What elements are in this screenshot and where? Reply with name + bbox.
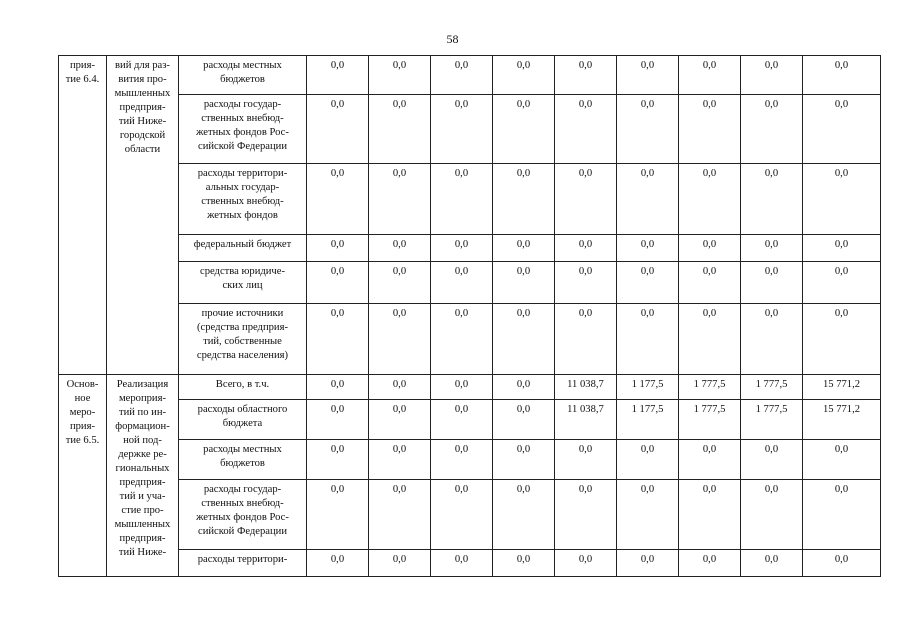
value-cell: 1 777,5 [741,375,803,400]
value-cell: 0,0 [307,262,369,304]
value-cell: 0,0 [307,480,369,550]
value-cell: 0,0 [617,56,679,95]
value-cell: 0,0 [741,550,803,577]
value-cell: 0,0 [741,235,803,262]
value-cell: 0,0 [679,56,741,95]
value-cell: 0,0 [493,235,555,262]
value-cell: 0,0 [431,440,493,480]
value-cell: 0,0 [493,95,555,164]
value-cell: 0,0 [369,56,431,95]
value-cell: 0,0 [307,440,369,480]
value-cell: 0,0 [431,375,493,400]
value-cell: 0,0 [369,95,431,164]
value-cell: 0,0 [741,164,803,235]
value-cell: 0,0 [741,56,803,95]
value-cell: 0,0 [555,550,617,577]
value-cell: 0,0 [369,304,431,375]
value-cell: 0,0 [555,95,617,164]
table-row [59,164,881,235]
value-cell: 1 777,5 [741,400,803,440]
value-cell: 0,0 [493,56,555,95]
value-cell: 0,0 [803,95,881,164]
value-cell: 0,0 [369,550,431,577]
value-cell: 0,0 [803,304,881,375]
table-row [59,550,881,577]
value-cell: 1 777,5 [679,400,741,440]
value-cell: 0,0 [741,304,803,375]
value-cell: 0,0 [679,262,741,304]
budget-table-body [59,56,881,577]
value-cell: 0,0 [493,262,555,304]
value-cell: 0,0 [431,262,493,304]
value-cell: 15 771,2 [803,400,881,440]
value-cell: 0,0 [679,304,741,375]
value-cell: 0,0 [307,164,369,235]
value-cell: 0,0 [679,95,741,164]
value-cell: 0,0 [555,480,617,550]
value-cell: 0,0 [617,480,679,550]
value-cell: 11 038,7 [555,400,617,440]
value-cell: 0,0 [369,400,431,440]
value-cell: 0,0 [369,480,431,550]
funding-source-cell: средства юридиче- ских лиц [179,262,307,304]
budget-table [58,55,881,577]
value-cell: 0,0 [307,95,369,164]
value-cell: 11 038,7 [555,375,617,400]
funding-source-cell: расходы территори- альных государ- ственных внебюд- жетных фондов [179,164,307,235]
value-cell: 0,0 [431,235,493,262]
table-row [59,262,881,304]
table-row [59,95,881,164]
value-cell: 0,0 [307,304,369,375]
value-cell: 0,0 [617,262,679,304]
activity-name-cell: Реализация мероприя- тий по ин- формацион- ной под- держке ре- гиональных предприя- тий и уча- стие про- мышленных предприя- тий Ниже- [107,375,179,577]
table-row [59,375,881,400]
value-cell: 0,0 [617,440,679,480]
value-cell: 0,0 [493,440,555,480]
funding-source-cell: прочие источники (средства предприя- тий, собственные средства населения) [179,304,307,375]
value-cell: 1 777,5 [679,375,741,400]
value-cell: 1 177,5 [617,400,679,440]
value-cell: 0,0 [431,480,493,550]
value-cell: 0,0 [617,550,679,577]
value-cell: 0,0 [555,304,617,375]
table-row [59,56,881,95]
value-cell: 0,0 [431,56,493,95]
table-row [59,235,881,262]
page-number: 58 [446,32,459,46]
value-cell: 0,0 [307,400,369,440]
value-cell: 0,0 [369,235,431,262]
value-cell: 0,0 [803,262,881,304]
value-cell: 0,0 [431,304,493,375]
activity-number-cell: Основ- ное меро- прия- тие 6.5. [59,375,107,577]
value-cell: 0,0 [803,440,881,480]
value-cell: 0,0 [679,440,741,480]
funding-source-cell: расходы государ- ственных внебюд- жетных фондов Рос- сийской Федерации [179,480,307,550]
value-cell: 0,0 [431,95,493,164]
value-cell: 0,0 [369,375,431,400]
table-row [59,440,881,480]
value-cell: 15 771,2 [803,375,881,400]
value-cell: 0,0 [431,550,493,577]
funding-source-cell: расходы областного бюджета [179,400,307,440]
value-cell: 0,0 [617,304,679,375]
value-cell: 0,0 [803,480,881,550]
funding-source-cell: расходы местных бюджетов [179,56,307,95]
activity-name-cell: вий для раз- вития про- мышленных предприя- тий Ниже- городской области [107,56,179,375]
value-cell: 0,0 [431,164,493,235]
value-cell: 0,0 [679,480,741,550]
value-cell: 0,0 [555,56,617,95]
value-cell: 0,0 [493,304,555,375]
value-cell: 0,0 [493,375,555,400]
value-cell: 0,0 [617,95,679,164]
value-cell: 0,0 [555,440,617,480]
funding-source-cell: федеральный бюджет [179,235,307,262]
value-cell: 0,0 [555,164,617,235]
value-cell: 0,0 [307,235,369,262]
value-cell: 0,0 [307,375,369,400]
value-cell: 0,0 [679,235,741,262]
value-cell: 0,0 [803,235,881,262]
value-cell: 0,0 [741,95,803,164]
value-cell: 0,0 [803,550,881,577]
value-cell: 0,0 [555,235,617,262]
funding-source-cell: Всего, в т.ч. [179,375,307,400]
funding-source-cell: расходы местных бюджетов [179,440,307,480]
table-row [59,480,881,550]
value-cell: 0,0 [617,164,679,235]
funding-source-cell: расходы государ- ственных внебюд- жетных фондов Рос- сийской Федерации [179,95,307,164]
value-cell: 0,0 [617,235,679,262]
value-cell: 0,0 [803,56,881,95]
value-cell: 0,0 [369,164,431,235]
value-cell: 0,0 [741,440,803,480]
table-row [59,304,881,375]
value-cell: 0,0 [493,164,555,235]
value-cell: 0,0 [307,550,369,577]
value-cell: 0,0 [493,400,555,440]
value-cell: 0,0 [741,262,803,304]
value-cell: 0,0 [307,56,369,95]
value-cell: 0,0 [369,440,431,480]
value-cell: 1 177,5 [617,375,679,400]
value-cell: 0,0 [493,550,555,577]
activity-number-cell: прия- тие 6.4. [59,56,107,375]
value-cell: 0,0 [431,400,493,440]
table-row [59,400,881,440]
value-cell: 0,0 [679,550,741,577]
value-cell: 0,0 [741,480,803,550]
value-cell: 0,0 [493,480,555,550]
value-cell: 0,0 [369,262,431,304]
value-cell: 0,0 [803,164,881,235]
value-cell: 0,0 [555,262,617,304]
value-cell: 0,0 [679,164,741,235]
funding-source-cell: расходы территори- [179,550,307,577]
